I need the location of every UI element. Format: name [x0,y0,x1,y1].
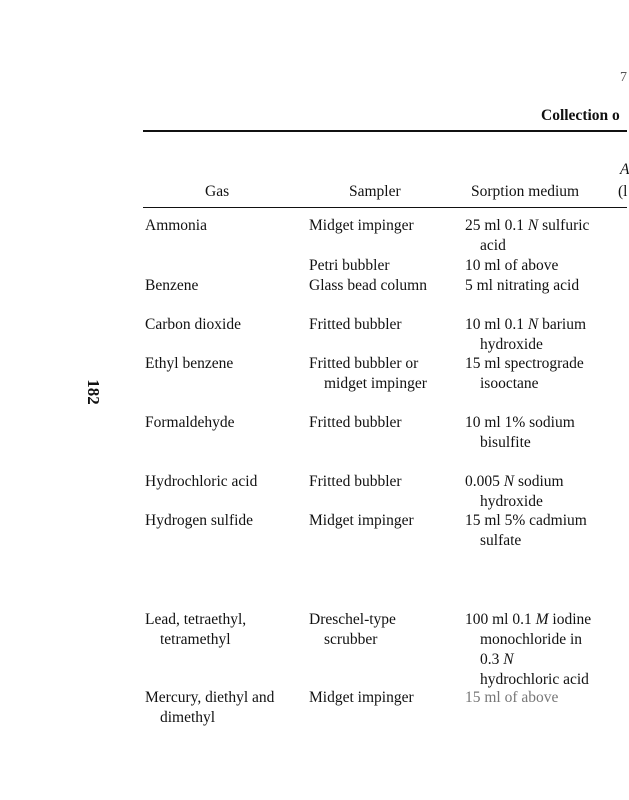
sampler-cell [309,511,414,531]
gas-cell [145,610,246,650]
gas-line: Hydrogen sulfide [145,512,254,529]
sampler-line: Midget impinger [309,217,414,234]
sampler-cell [309,315,402,335]
gas-cell [145,688,274,728]
sampler-line: Dreschel-type [309,611,396,628]
sampler-cell [309,276,427,296]
sorption-line: 5 ml nitrating acid [465,277,580,294]
sorption-line: monochloride in [480,631,583,648]
sampler-line: Fritted bubbler [309,414,402,431]
sampler-line: midget impinger [324,375,427,392]
gas-cell [145,511,253,531]
sorption-line: acid [480,237,506,254]
sampler-cell [309,413,402,433]
column-header-cut-top: A [620,161,629,178]
gas-line: Mercury, diethyl and [145,689,275,706]
gas-line: Ethyl benzene [145,355,234,372]
gas-line: Formaldehyde [145,414,235,431]
gas-line: Ammonia [145,217,207,234]
gas-cell [145,413,235,433]
sampler-line: Fritted bubbler [309,316,402,333]
sorption-cell [465,276,579,296]
sorption-cell [465,688,558,708]
sorption-line: 10 ml 0.1 N barium [465,316,586,333]
gas-cell [145,315,241,335]
column-header-sorption: Sorption medium [471,183,580,200]
sorption-cell [465,354,584,394]
sorption-cell [465,256,558,276]
sampler-line: Fritted bubbler or [309,355,419,372]
sorption-line: 15 ml 5% cadmium [465,512,587,529]
sorption-cell [465,216,589,256]
sampler-cell [309,688,414,708]
gas-line: Lead, tetraethyl, [145,611,247,628]
sampler-line: Petri bubbler [309,257,390,274]
sampler-line: Fritted bubbler [309,473,402,490]
sampler-line: scrubber [324,631,378,648]
column-header-cut: (l [618,183,628,200]
sampler-cell [309,256,390,276]
top-rule [143,130,627,132]
sorption-cell [465,511,587,551]
sorption-cell [465,413,575,453]
page-number: 182 [84,379,103,405]
sorption-line: hydrochloric acid [480,671,589,688]
sorption-line: 10 ml 1% sodium [465,414,575,431]
corner-mark: 7 [620,70,627,85]
sorption-cell [465,315,586,355]
sorption-line: sulfate [480,532,522,549]
header-rule [143,207,627,208]
gas-line: tetramethyl [160,631,231,648]
gas-line: Benzene [145,277,199,294]
sampler-cell [309,216,414,236]
sorption-cell [465,472,564,512]
sorption-line: hydroxide [480,336,543,353]
gas-line: dimethyl [160,709,216,726]
sorption-line: hydroxide [480,493,543,510]
table-title: Collection o [541,107,620,124]
sorption-line: 15 ml spectrograde [465,355,584,372]
gas-line: Hydrochloric acid [145,473,258,490]
sampler-line: Midget impinger [309,689,414,706]
sampler-cell [309,354,427,394]
column-header-gas: Gas [205,183,230,200]
sampler-line: Midget impinger [309,512,414,529]
sorption-line: isooctane [480,375,539,392]
column-header-sampler: Sampler [349,183,401,200]
gas-cell [145,354,233,374]
sampler-cell [309,610,396,650]
sampler-cell [309,472,402,492]
sorption-cell [465,610,591,690]
sorption-line: 25 ml 0.1 N sulfuric [465,217,590,234]
gas-cell [145,216,207,236]
gas-cell [145,276,198,296]
sorption-line: 10 ml of above [465,257,559,274]
sorption-line: 0.005 N sodium [465,473,564,490]
sampler-line: Glass bead column [309,277,427,294]
sorption-line: 15 ml of above [465,689,559,706]
sorption-line: 100 ml 0.1 M iodine [465,611,592,628]
gas-cell [145,472,257,492]
gas-line: Carbon dioxide [145,316,241,333]
sorption-line: 0.3 N [480,651,514,668]
sorption-line: bisulfite [480,434,531,451]
